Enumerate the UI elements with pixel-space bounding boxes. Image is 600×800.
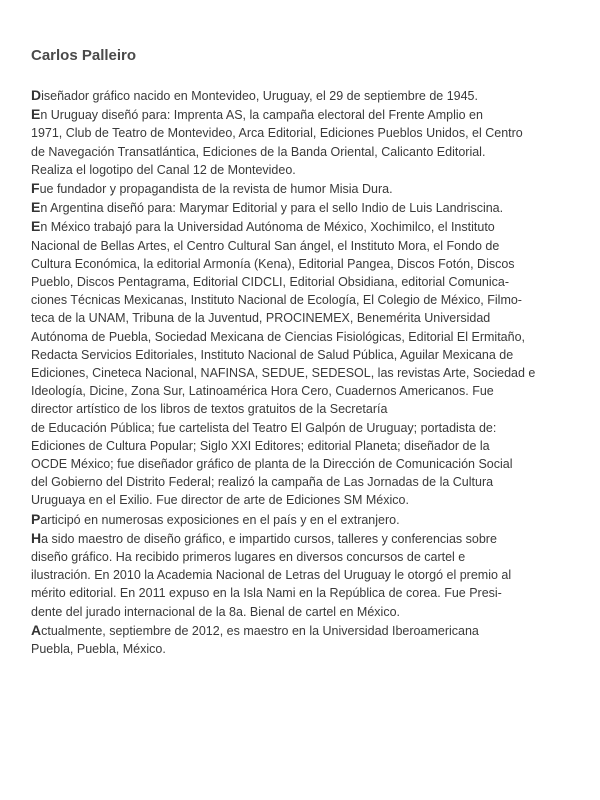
text-line [31,473,571,491]
paragraph-initial: E [31,218,41,235]
line-text: ilustración. En 2010 la Academia Nacional de Letras del Uruguay le otorgó el premio al [31,568,512,583]
line-text: mérito editorial. En 2011 expuso en la Isla Nami en la República de corea. Fue Presi- [31,586,502,601]
text-line [31,143,571,161]
text-line [31,419,571,437]
text-line [31,328,571,346]
line-text: Autónoma de Puebla, Sociedad Mexicana de Ciencias Fisiológicas, Editorial El Ermitaño, [31,329,526,344]
line-text: Ideología, Dicine, Zona Sur, Latinoamérica Hora Cero, Cuadernos Americanos. Fue [31,384,494,399]
line-text: n México trabajó para la Universidad Autónoma de México, Xochimilco, el Instituto [40,220,495,235]
line-text: Realiza el logotipo del Canal 12 de Montevideo. [31,162,296,177]
text-line [31,400,571,418]
biography-paragraph [31,217,571,509]
line-text: Ediciones de Cultura Popular; Siglo XXI Editores; editorial Planeta; diseñador de la [31,438,490,453]
biography-paragraph [31,179,571,198]
line-text: teca de la UNAM, Tribuna de la Juventud, PROCINEMEX, Benemérita Universidad [31,311,491,326]
text-line [31,510,571,529]
biography-paragraph [31,198,571,217]
text-line [31,346,571,364]
line-text: Puebla, Puebla, México. [31,642,166,657]
line-text: Uruguaya en el Exilio. Fue director de arte de Ediciones SM México. [31,493,409,508]
text-line [31,455,571,473]
line-text: diseño gráfico. Ha recibido primeros lugares en diversos concursos de cartel e [31,550,466,565]
line-text: dente del jurado internacional de la 8a. Bienal de cartel en México. [31,604,400,619]
paragraph-initial: A [31,621,42,638]
line-text: n Argentina diseñó para: Marymar Editorial y para el sello Indio de Luis Landriscina. [40,201,504,216]
line-text: de Educación Pública; fue cartelista del Teatro El Galpón de Uruguay; portadista de: [31,420,497,435]
line-text: 1971, Club de Teatro de Montevideo, Arca Editorial, Ediciones Pueblos Unidos, el Centro [31,126,523,141]
text-line [31,621,571,640]
biography-paragraph [31,86,571,105]
text-line [31,382,571,400]
line-text: ctualmente, septiembre de 2012, es maestro en la Universidad Iberoamericana [41,623,479,638]
text-line [31,217,571,236]
text-line [31,105,571,124]
paragraph-initial: F [31,180,40,197]
text-line [31,237,571,255]
line-text: Redacta Servicios Editoriales, Instituto Nacional de Salud Pública, Aguilar Mexicana de [31,347,514,362]
text-line [31,584,571,602]
paragraph-initial: D [31,87,42,103]
text-line [31,603,571,621]
line-text: director artístico de los libros de textos gratuitos de la Secretaría [31,402,388,417]
document-page [31,46,571,658]
text-line [31,255,571,273]
paragraph-initial: E [31,199,41,216]
text-line [31,491,571,509]
line-text: iseñador gráfico nacido en Montevideo, Uruguay, el 29 de septiembre de 1945. [41,89,478,103]
line-text: ue fundador y propagandista de la revista de humor Misia Dura. [39,182,393,197]
text-line [31,640,571,658]
paragraph-initial: P [31,510,41,527]
biography-body [31,86,571,658]
line-text: articipó en numerosas exposiciones en el país y en el extranjero. [40,512,400,527]
page-title: Carlos Palleiro [31,47,137,64]
line-text: ciones Técnicas Mexicanas, Instituto Nacional de Ecología, El Colegio de México, Filmo- [31,293,522,308]
line-text: OCDE México; fue diseñador gráfico de planta de la Dirección de Comunicación Social [31,457,513,472]
line-text: n Uruguay diseñó para: Imprenta AS, la campaña electoral del Frente Amplio en [40,108,483,123]
biography-paragraph [31,105,571,179]
line-text: a sido maestro de diseño gráfico, e impartido cursos, talleres y conferencias sobre [41,531,497,546]
text-line [31,198,571,217]
text-line [31,548,571,566]
biography-paragraph [31,621,571,658]
text-line [31,86,571,105]
biography-paragraph [31,529,571,621]
paragraph-initial: H [31,529,42,546]
text-line [31,364,571,382]
paragraph-initial: E [31,106,41,123]
text-line [31,309,571,327]
line-text: Cultura Económica, la editorial Armonía (Kena), Editorial Pangea, Discos Fotón, Discos [31,256,515,271]
text-line [31,273,571,291]
text-line [31,566,571,584]
text-line [31,291,571,309]
text-line [31,161,571,179]
line-text: de Navegación Transatlántica, Ediciones de la Banda Oriental, Calicanto Editorial. [31,144,486,159]
text-line [31,179,571,198]
text-line [31,124,571,142]
line-text: Pueblo, Discos Pentagrama, Editorial CIDCLI, Editorial Obsidiana, editorial Comunica- [31,275,509,290]
biography-paragraph [31,510,571,529]
line-text: Ediciones, Cineteca Nacional, NAFINSA, SEDUE, SEDESOL, las revistas Arte, Sociedad e [31,366,536,381]
line-text: Nacional de Bellas Artes, el Centro Cultural San ángel, el Instituto Mora, el Fondo de [31,238,500,253]
line-text: del Gobierno del Distrito Federal; realizó la campaña de Las Jornadas de la Cultura [31,475,494,490]
text-line [31,437,571,455]
text-line [31,529,571,548]
